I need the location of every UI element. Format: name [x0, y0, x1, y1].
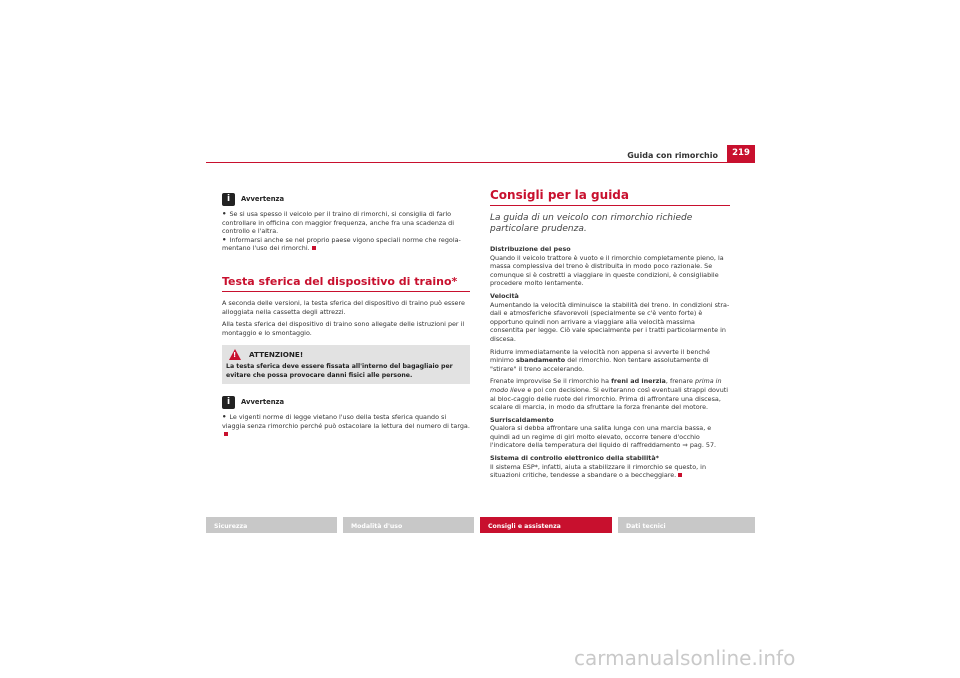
right-column — [490, 189, 730, 480]
bullet-icon: • — [222, 210, 227, 218]
page-number: 219 — [727, 145, 755, 162]
end-mark-icon — [312, 246, 316, 250]
note-bullet: • Se si usa spesso il veicolo per il traino di rimorchi, si consiglia di farlo controllare in officina con maggior frequenza, anche fra una scadenza di controllo e l'altra. — [222, 210, 455, 236]
footer-tab-consigli-assistenza[interactable]: Consigli e assistenza — [480, 517, 612, 533]
note-bullet: • Le vigenti norme di legge vietano l'uso della testa sferica quando si viaggia senza rimorchio perché può ostacolare la lettura del numero di targa. — [222, 413, 470, 439]
paragraph: Frenate improvvise Se il rimorchio ha freni ad inerzia, frenare prima in modo lieve e poi con decisione. Si eviteranno così eventuali strappi dovuti al bloc-caggio delle ruote del rimorchio. Prima di affrontare una discesa, scalare di marcia, in modo da sfruttare la forza frenante del motore. — [490, 377, 729, 412]
note-title: Avvertenza — [241, 398, 285, 407]
left-column — [222, 191, 470, 439]
running-header-title: Guida con rimorchio — [627, 151, 718, 160]
subheading: Surriscaldamento — [490, 415, 554, 424]
subheading: Sistema di controllo elettronico della stabilità* — [490, 454, 660, 463]
note-bullet: • Informarsi anche se nel proprio paese vigono speciali norme che regola-mentano l'uso dei rimorchi. — [222, 235, 461, 253]
warning-title: ATTENZIONE! — [249, 349, 304, 359]
warning-box — [222, 345, 470, 384]
paragraph: Qualora si debba affrontare una salita lunga con una marcia bassa, e quindi ad un regime di giri molto elevato, occorre tenere d'occhio l'indicatore della temperatura del liquido di raffreddamento ⇒ pag. 57. — [490, 424, 717, 450]
subheading: Distribuzione del peso — [490, 245, 571, 253]
warning-triangle-icon: ! — [229, 349, 241, 360]
paragraph: Alla testa sferica del dispositivo di traino sono allegate delle istruzioni per il montaggio e lo smontaggio. — [222, 320, 465, 337]
section-subtitle: La guida di un veicolo con rimorchio richiede particolare prudenza. — [490, 213, 693, 234]
section-title: Testa sferica del dispositivo di traino* — [222, 275, 470, 292]
note-title: Avvertenza — [241, 195, 285, 204]
warning-text: La testa sferica deve essere fissata all'interno del bagagliaio per evitare che possa provocare danni fisici alle persone. — [226, 363, 453, 379]
manual-icon: i — [222, 396, 235, 409]
bullet-icon: • — [222, 235, 227, 244]
bullet-icon: • — [222, 413, 227, 422]
footer-tab-sicurezza[interactable]: Sicurezza — [206, 517, 337, 533]
footer-tab-modalita-uso[interactable]: Modalità d'uso — [343, 517, 474, 533]
header-rule — [206, 162, 755, 163]
end-mark-icon — [224, 432, 228, 436]
paragraph: Aumentando la velocità diminuisce la stabilità del treno. In condizioni stra-dali e atmosferiche sfavorevoli (specialmente se c'è vento forte) è opportuno quindi non arrivare a viaggiare alla velocità massima consentita per legge. Ciò vale specialmente per i tratti particolarmente in discesa. — [490, 300, 730, 343]
section-title: Consigli per la guida — [490, 189, 730, 206]
paragraph: Il sistema ESP*, infatti, aiuta a stabilizzare il rimorchio se questo, in situazioni critiche, tendesse a sbandare o a beccheggiare. — [490, 462, 706, 480]
end-mark-icon — [678, 473, 682, 477]
note-header — [222, 394, 470, 411]
paragraph: A seconda delle versioni, la testa sferica del dispositivo di traino può essere alloggiata nella cassetta degli attrezzi. — [222, 298, 465, 316]
watermark: carmanualsonline.info — [574, 646, 796, 670]
note-header — [222, 191, 470, 208]
paragraph: Ridurre immediatamente la velocità non appena si avverte il benché minimo sbandamento del rimorchio. Non tentare assolutamente di "stirare" il treno accelerando. — [490, 347, 710, 373]
manual-icon: i — [222, 193, 235, 206]
footer-tab-dati-tecnici[interactable]: Dati tecnici — [618, 517, 755, 533]
paragraph: Quando il veicolo trattore è vuoto e il rimorchio completamente pieno, la massa complessiva del treno è distribuita in modo poco razionale. Se comunque si è costretti a viaggiare in queste condizioni, è consigliabile procedere molto lentamente. — [490, 253, 724, 288]
subheading: Velocità — [490, 291, 519, 300]
